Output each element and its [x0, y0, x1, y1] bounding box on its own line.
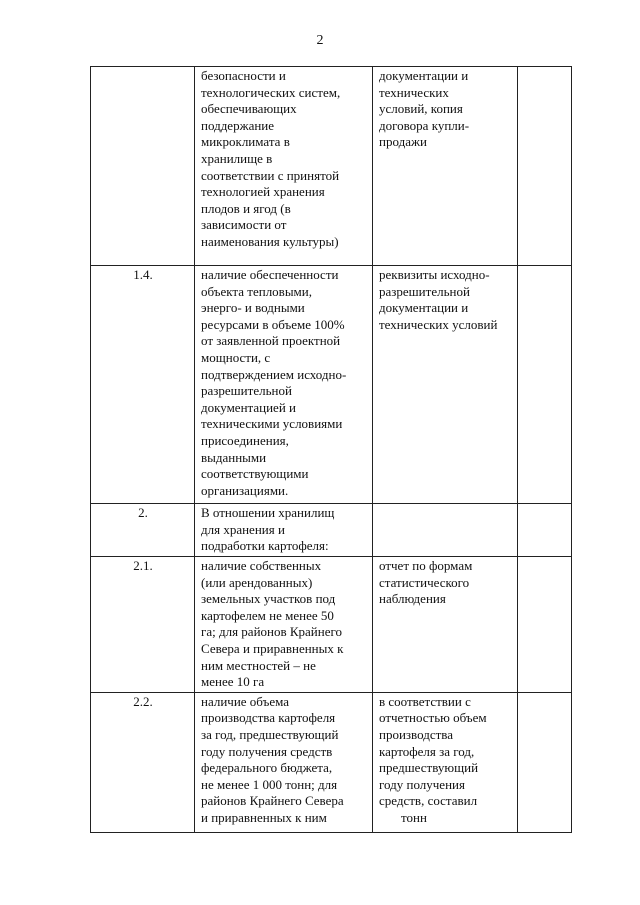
- row-number-cell: [91, 266, 195, 504]
- document-line: отчет по формам: [379, 558, 473, 573]
- page-number: 2: [316, 33, 324, 48]
- criterion-line: выданными: [201, 449, 267, 465]
- criterion-line: (или арендованных): [201, 574, 313, 590]
- note-cell: [518, 67, 572, 266]
- criterion-cell: [195, 504, 373, 557]
- criterion-line: мощности, с: [201, 349, 271, 365]
- document-line: тонн: [401, 809, 427, 825]
- criterion-line: подработки картофеля:: [201, 538, 329, 554]
- criterion-line: ресурсами в объеме 100%: [201, 316, 345, 332]
- requirements-table: [90, 66, 572, 833]
- document-line: продажи: [379, 134, 427, 150]
- criterion-line: менее 10 га: [201, 674, 265, 690]
- document-line: условий, копия: [379, 101, 463, 117]
- document-line: документации и: [379, 300, 469, 316]
- criterion-line: объекта тепловыми,: [201, 283, 312, 299]
- row-number-cell: [91, 67, 195, 266]
- criterion-cell: [195, 692, 373, 832]
- criterion-line: наличие обеспеченности: [201, 267, 339, 282]
- criterion-line: соответствующими: [201, 466, 309, 482]
- row-number: 1.4.: [133, 267, 153, 282]
- criterion-line: Севера и приравненных к: [201, 640, 344, 656]
- table-row: [91, 67, 572, 266]
- criterion-line: присоединения,: [201, 432, 289, 448]
- criterion-line: за год, предшествующий: [201, 726, 339, 742]
- table-row: [91, 266, 572, 504]
- document-line: технических: [379, 84, 449, 100]
- criterion-line: ним местностей – не: [201, 657, 316, 673]
- criterion-line: подтверждением исходно-: [201, 366, 347, 382]
- document-line: отчетностью объем: [379, 710, 487, 726]
- table-row: [91, 692, 572, 832]
- document-cell: [373, 504, 518, 557]
- document-line: статистического: [379, 574, 470, 590]
- criterion-line: зависимости от: [201, 217, 287, 233]
- criterion-line: производства картофеля: [201, 710, 336, 726]
- document-cell: [373, 557, 518, 693]
- document-line: технических условий: [379, 316, 498, 332]
- document-line: средств, составил: [379, 793, 478, 809]
- document-line: предшествующий: [379, 760, 479, 776]
- criterion-line: га; для районов Крайнего: [201, 624, 343, 640]
- criterion-line: технологией хранения: [201, 184, 325, 200]
- criterion-line: наименования культуры): [201, 233, 339, 249]
- note-cell: [518, 266, 572, 504]
- criterion-line: техническими условиями: [201, 416, 343, 432]
- row-number: 2.: [138, 505, 148, 520]
- document-line: реквизиты исходно-: [379, 267, 490, 282]
- criterion-cell: [195, 67, 373, 266]
- criterion-line: обеспечивающих: [201, 101, 297, 117]
- criterion-line: технологических систем,: [201, 84, 341, 100]
- document-cell: [373, 692, 518, 832]
- criterion-line: микроклимата в: [201, 134, 290, 150]
- table-row: [91, 504, 572, 557]
- criterion-line: поддержание: [201, 117, 275, 133]
- criterion-line: наличие объема: [201, 693, 289, 709]
- document-line: наблюдения: [379, 591, 446, 607]
- criterion-line: картофелем не менее 50: [201, 607, 334, 623]
- document-cell: [373, 67, 518, 266]
- criterion-line: плодов и ягод (в: [201, 200, 291, 216]
- criterion-line: энерго- и водными: [201, 300, 305, 316]
- document-line: картофеля за год,: [379, 743, 475, 759]
- note-cell: [518, 692, 572, 832]
- criterion-line: хранилище в: [201, 150, 273, 166]
- document-line: разрешительной: [379, 283, 470, 299]
- criterion-line: году получения средств: [201, 743, 333, 759]
- criterion-line: и приравненных к ним: [201, 809, 327, 825]
- criterion-line: от заявленной проектной: [201, 333, 341, 349]
- criterion-line: не менее 1 000 тонн; для: [201, 776, 338, 792]
- document-cell: [373, 266, 518, 504]
- row-number-cell: [91, 692, 195, 832]
- criterion-line: соответствии с принятой: [201, 167, 340, 183]
- criterion-line: В отношении хранилищ: [201, 505, 335, 520]
- criterion-line: организациями.: [201, 482, 289, 498]
- document-line: производства: [379, 726, 454, 742]
- row-number: 2.2.: [133, 693, 153, 709]
- table-row: [91, 557, 572, 693]
- criterion-line: земельных участков под: [201, 591, 336, 607]
- criterion-line: разрешительной: [201, 383, 292, 399]
- criterion-line: районов Крайнего Севера: [201, 793, 344, 809]
- criterion-line: документацией и: [201, 399, 296, 415]
- row-number: 2.1.: [133, 558, 153, 573]
- row-number-cell: [91, 557, 195, 693]
- document-line: году получения: [379, 776, 465, 792]
- document-line: договора купли-: [379, 117, 470, 133]
- criterion-line: федерального бюджета,: [201, 760, 333, 776]
- note-cell: [518, 504, 572, 557]
- criterion-cell: [195, 266, 373, 504]
- criterion-cell: [195, 557, 373, 693]
- document-line: документации и: [379, 68, 469, 83]
- criterion-line: для хранения и: [201, 521, 285, 537]
- document-line: в соответствии с: [379, 693, 471, 709]
- row-number-cell: [91, 504, 195, 557]
- criterion-line: безопасности и: [201, 68, 286, 83]
- criterion-line: наличие собственных: [201, 558, 322, 573]
- note-cell: [518, 557, 572, 693]
